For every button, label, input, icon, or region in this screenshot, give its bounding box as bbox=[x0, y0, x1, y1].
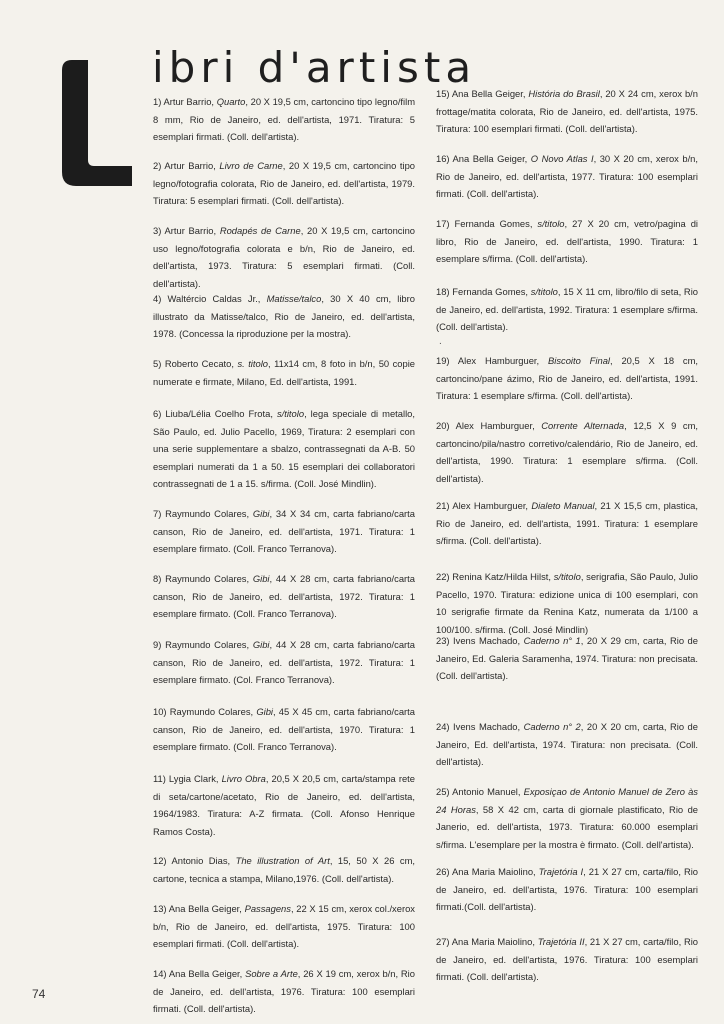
entry-title: Biscoito Final bbox=[548, 355, 610, 366]
entry-title: Matisse/talco bbox=[266, 293, 322, 304]
entry-title: Gibi bbox=[256, 706, 273, 717]
entry-details: , 44 X 28 cm, carta fabriano/carta canson, Rio de Janeiro, ed. dell'artista, 1972. Tiratura: 1 esemplare firmato. (Col. Franco Terranova). bbox=[153, 639, 415, 685]
catalogue-entry bbox=[153, 770, 415, 840]
entry-title: Corrente Alternada bbox=[541, 420, 625, 431]
entry-artist: 18) Fernanda Gomes, bbox=[436, 286, 531, 297]
separator-dot: . bbox=[439, 336, 442, 347]
entry-artist: 27) Ana Maria Maiolino, bbox=[436, 936, 538, 947]
entry-artist: 7) Raymundo Colares, bbox=[153, 508, 253, 519]
entry-details: , 26 X 19 cm, xerox b/n, Rio de Janeiro, ed. dell'artista, 1976. Tiratura: 100 esemplari firmati. (Coll. dell'artista). bbox=[153, 968, 415, 1014]
entry-artist: 21) Alex Hamburguer, bbox=[436, 500, 532, 511]
entry-title: s. titolo bbox=[237, 358, 269, 369]
entry-artist: 8) Raymundo Colares, bbox=[153, 573, 253, 584]
entry-title: Caderno n° 1 bbox=[523, 635, 581, 646]
entry-title: História do Brasil bbox=[528, 88, 600, 99]
entry-title: Gibi bbox=[252, 508, 270, 519]
catalogue-entry bbox=[153, 703, 415, 756]
entry-details: , 15, 50 X 26 cm, cartone, tecnica a stampa, Milano,1976. (Coll. dell'artista). bbox=[153, 855, 415, 884]
entry-title: Trajetória II bbox=[537, 936, 585, 947]
catalogue-entry bbox=[153, 900, 415, 953]
catalogue-entry bbox=[436, 933, 698, 986]
entry-details: , 20 X 29 cm, carta, Rio de Janeiro, Ed. Galeria Saramenha, 1974. Tiratura: non precisata. (Coll. dell'artista). bbox=[436, 635, 698, 681]
entry-title: O Novo Atlas I bbox=[530, 153, 594, 164]
entry-title: Caderno n° 2 bbox=[523, 721, 581, 732]
entry-artist: 26) Ana Maria Maiolino, bbox=[436, 866, 539, 877]
entry-title: s/titolo bbox=[276, 408, 305, 419]
drop-cap-l bbox=[62, 60, 132, 186]
entry-title: s/titolo bbox=[530, 286, 558, 297]
entry-details: , 27 X 20 cm, vetro/pagina di libro, Rio de Janeiro, ed. dell'artista, 1990. Tiratura: 1 esemplare s/firma. (Coll. dell'artista). bbox=[436, 218, 698, 264]
entry-details: , lega speciale di metallo, São Paulo, ed. Julio Pacello, 1969, Tiratura: 2 esemplari con una serie supplementare a sbalzo, contrassegnati da A-B. 50 esemplari numerati da 1 a 50. 15 esemplari dei collaboratori contrassegnati de 1 a 15. s/firma. (Coll. José Mindlin). bbox=[153, 408, 415, 489]
catalogue-entry bbox=[436, 632, 698, 685]
entry-artist: 1) Artur Barrio, bbox=[153, 96, 217, 107]
catalogue-entry bbox=[153, 222, 415, 292]
catalogue-entry bbox=[436, 283, 698, 336]
entry-artist: 10) Raymundo Colares, bbox=[153, 706, 257, 717]
catalogue-entry bbox=[436, 863, 698, 916]
catalogue-entry bbox=[436, 783, 698, 853]
catalogue-entry bbox=[153, 965, 415, 1018]
entry-title: Exposiçao de Antonio Manuel de Zero às 24 Horas bbox=[436, 786, 698, 815]
entry-details: , 34 X 34 cm, carta fabriano/carta canson, Rio de Janeiro, ed. dell'artista, 1971. Tiratura: 1 esemplare firmato. (Coll. Franco Terranova). bbox=[153, 508, 415, 554]
entry-artist: 23) Ivens Machado, bbox=[436, 635, 524, 646]
page-title: ibri d'artista bbox=[152, 43, 477, 90]
entry-artist: 16) Ana Bella Geiger, bbox=[436, 153, 531, 164]
entry-title: The illustration of Art bbox=[235, 855, 330, 866]
entry-details: , 20 X 20 cm, carta, Rio de Janeiro, Ed. dell'artista, 1974. Tiratura: non precisata. (Coll. dell'artista). bbox=[436, 721, 698, 767]
catalogue-entry bbox=[436, 568, 698, 638]
entry-details: , 20 X 19,5 cm, cartoncino uso legno/fotografia colorata e b/n, Rio de Janeiro, ed. dell'artista, 1973. Tiratura: 5 esemplari firmati. (Coll. dell'artista). bbox=[153, 225, 416, 289]
entry-title: Gibi bbox=[252, 573, 270, 584]
entry-details: , 20 X 19,5 cm, cartoncino tipo legno/film 8 mm, Rio de Janeiro, ed. dell'artista, 1971. Tiratura: 5 esemplari firmati. (Coll. dell'artista). bbox=[153, 96, 416, 142]
entry-details: , 30 X 40 cm, libro illustrato da Matisse/talco, Rio de Janeiro, ed. dell'artista, 1978. (Concessa la riproduzione per la mostra). bbox=[153, 293, 415, 339]
entry-artist: 17) Fernanda Gomes, bbox=[436, 218, 538, 229]
catalogue-entry bbox=[153, 355, 415, 390]
entry-title: s/titolo bbox=[553, 571, 581, 582]
entry-artist: 5) Roberto Cecato, bbox=[153, 358, 238, 369]
entry-details: , 15 X 11 cm, libro/filo di seta, Rio de Janeiro, ed. dell'artista, 1992. Tiratura: 1 esemplare s/firma. (Coll. dell'artista). bbox=[436, 286, 698, 332]
entry-details: , 20 X 24 cm, xerox b/n frottage/matita colorata, Rio de Janeiro, ed. dell'artista, 1975. Tiratura: 100 esemplari firmati. (Coll. dell'artista). bbox=[436, 88, 699, 134]
catalogue-entry bbox=[153, 405, 415, 493]
page-number: 74 bbox=[32, 987, 46, 1001]
entry-title: Sobre a Arte bbox=[245, 968, 298, 979]
entry-details: , 11x14 cm, 8 foto in b/n, 50 copie numerate e firmate, Milano, Ed. dell'artista, 1991. bbox=[153, 358, 416, 387]
entry-artist: 25) Antonio Manuel, bbox=[436, 786, 524, 797]
entry-artist: 15) Ana Bella Geiger, bbox=[436, 88, 529, 99]
entry-details: , 20,5 X 18 cm, cartoncino/pane ázimo, Rio de Janeiro, ed. dell'artista, 1991. Tiratura: 1 esemplare s/firma. (Coll. dell'artista). bbox=[436, 355, 698, 401]
catalogue-entry bbox=[436, 497, 698, 550]
entry-title: Quarto bbox=[216, 96, 246, 107]
entry-artist: 24) Ivens Machado, bbox=[436, 721, 524, 732]
catalogue-entry bbox=[436, 718, 698, 771]
entry-details: , 45 X 45 cm, carta fabriano/carta canson, Rio de Janeiro, ed. dell'artista, 1970. Tiratura: 1 esemplare firmato. (Coll. Franco Terranova). bbox=[153, 706, 415, 752]
catalogue-entry bbox=[153, 93, 415, 146]
entry-artist: 20) Alex Hamburguer, bbox=[436, 420, 542, 431]
entry-artist: 19) Alex Hamburguer, bbox=[436, 355, 548, 366]
catalogue-entry bbox=[436, 417, 698, 487]
entry-details: , serigrafia, São Paulo, Julio Pacello, 1970. Tiratura: edizione unica di 100 esemplari, con 10 serigrafie firmate da Renina Katz, numerata da 1/100 a 100/100. s/firma. (Coll. José Mindlin) bbox=[436, 571, 698, 635]
entry-title: Dialeto Manual bbox=[531, 500, 595, 511]
entry-artist: 13) Ana Bella Geiger, bbox=[153, 903, 245, 914]
entry-artist: 14) Ana Bella Geiger, bbox=[153, 968, 246, 979]
entry-details: , 22 X 15 cm, xerox col./xerox b/n, Rio de Janeiro, ed. dell'artista, 1975. Tiratura: 100 esemplari firmati. (Coll. dell'artista). bbox=[153, 903, 415, 949]
entry-title: Gibi bbox=[252, 639, 270, 650]
entry-artist: 3) Artur Barrio, bbox=[153, 225, 220, 236]
catalogue-entry bbox=[153, 157, 415, 210]
entry-details: , 44 X 28 cm, carta fabriano/carta canson, Rio de Janeiro, ed. dell'artista, 1972. Tiratura: 1 esemplare firmato. (Coll. Franco Terranova). bbox=[153, 573, 415, 619]
catalogue-entry bbox=[153, 852, 415, 887]
entry-details: , 20,5 X 20,5 cm, carta/stampa rete di seta/cartone/acetato, Rio de Janeiro, ed. dell'artista, 1964/1983. Tiratura: A-Z firmata. (Coll. Afonso Henrique Ramos Costa). bbox=[153, 773, 415, 837]
catalogue-entry bbox=[436, 85, 698, 138]
catalogue-entry bbox=[153, 290, 415, 343]
entry-artist: 6) Liuba/Lélia Coelho Frota, bbox=[153, 408, 277, 419]
catalogue-entry bbox=[436, 150, 698, 203]
entry-details: , 21 X 27 cm, carta/filo, Rio de Janeiro, ed. dell'artista, 1976. Tiratura: 100 esemplari firmati. (Coll. dell'artista). bbox=[436, 936, 699, 982]
catalogue-entry bbox=[436, 352, 698, 405]
entry-title: Livro de Carne bbox=[219, 160, 283, 171]
entry-title: Trajetória I bbox=[538, 866, 584, 877]
entry-details: , 21 X 27 cm, carta/filo, Rio de Janeiro, ed. dell'artista, 1976. Tiratura: 100 esemplari firmati.(Coll. dell'artista). bbox=[436, 866, 699, 912]
entry-artist: 4) Waltércio Caldas Jr., bbox=[153, 293, 267, 304]
entry-artist: 2) Artur Barrio, bbox=[153, 160, 220, 171]
catalogue-entry bbox=[153, 636, 415, 689]
entry-artist: 9) Raymundo Colares, bbox=[153, 639, 253, 650]
entry-title: s/titolo bbox=[537, 218, 565, 229]
entry-title: Passagens bbox=[244, 903, 291, 914]
entry-artist: 22) Renina Katz/Hilda Hilst, bbox=[436, 571, 554, 582]
entry-details: , 58 X 42 cm, carta di giornale plastificato, Rio de Janerio, ed. dell'artista, 1973. Tiratura: 60.000 esemplari s/firma. L'esemplare per la mostra è firmato. (Coll. dell'artista). bbox=[436, 803, 698, 850]
catalogue-entry bbox=[153, 570, 415, 623]
entry-artist: 11) Lygia Clark, bbox=[153, 773, 222, 784]
entry-details: , 20 X 19,5 cm, cartoncino tipo legno/fotografia colorata, Rio de Janeiro, ed. dell'artista, 1979. Tiratura: 5 esemplari firmati. (Coll. dell'artista). bbox=[153, 160, 415, 206]
entry-details: , 21 X 15,5 cm, plastica, Rio de Janeiro, ed. dell'artista, 1991. Tiratura: 1 esemplare s/firma. (Coll. dell'artista). bbox=[436, 500, 698, 546]
entry-details: , 12,5 X 9 cm, cartoncino/pila/nastro corretivo/calendário, Rio de Janeiro, ed. dell'artista, 1990. Tiratura: 1 esemplare s/firma. (Coll. dell'artista). bbox=[436, 420, 698, 484]
catalogue-entry bbox=[436, 215, 698, 268]
entry-details: , 30 X 20 cm, xerox b/n, Rio de Janeiro, ed. dell'artista, 1977. Tiratura: 100 esemplari firmati. (Coll. dell'artista). bbox=[436, 153, 698, 199]
catalogue-entry bbox=[153, 505, 415, 558]
entry-artist: 12) Antonio Dias, bbox=[153, 855, 236, 866]
entry-title: Rodapés de Carne bbox=[219, 225, 301, 236]
entry-title: Livro Obra bbox=[221, 773, 266, 784]
